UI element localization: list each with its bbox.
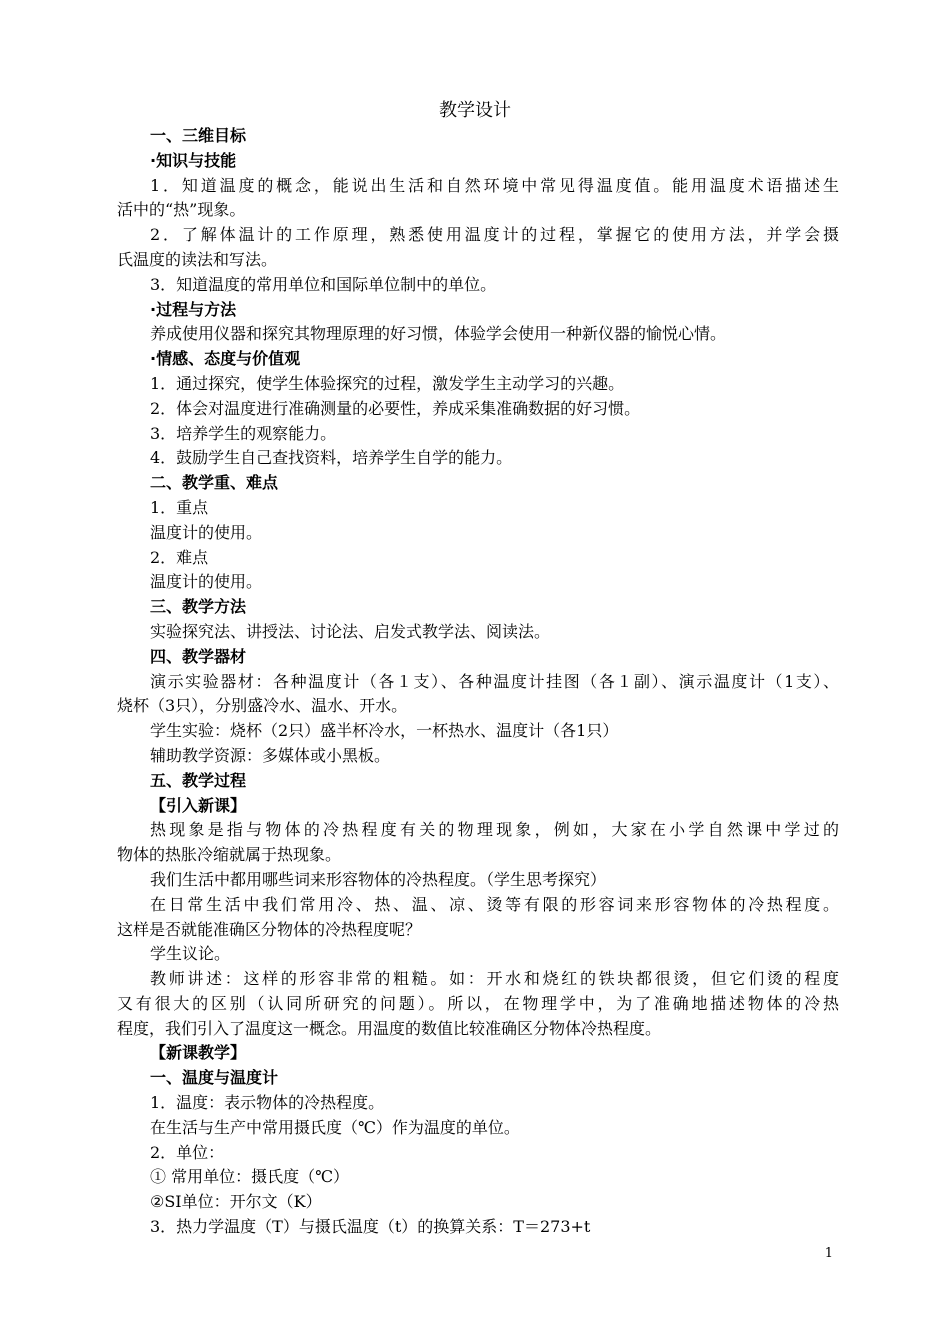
text-line: ②SI单位：开尔文（K） bbox=[150, 1192, 322, 1212]
section-heading: 一、温度与温度计 bbox=[150, 1068, 279, 1088]
text-line: 2．单位： bbox=[150, 1142, 225, 1162]
text-line: 教师讲述：这样的形容非常的粗糙。如：开水和烧红的铁块都很烫，但它们烫的程度 bbox=[150, 969, 839, 989]
text-line: 3．知道温度的常用单位和国际单位制中的单位。 bbox=[150, 274, 497, 294]
document-title: 教学设计 bbox=[439, 100, 511, 121]
section-heading: 二、教学重、难点 bbox=[150, 473, 279, 493]
section-heading: ·情感、态度与价值观 bbox=[150, 349, 301, 369]
text-line: 在生活与生产中常用摄氏度（℃）作为温度的单位。 bbox=[150, 1117, 520, 1137]
text-line: 烧杯（3只），分别盛冷水、温水、开水。 bbox=[117, 696, 408, 716]
text-line: 1．重点 bbox=[150, 497, 209, 517]
text-line: 程度，我们引入了温度这一概念。用温度的数值比较准确区分物体冷热程度。 bbox=[117, 1018, 662, 1038]
text-line: 这样是否就能准确区分物体的冷热程度呢？ bbox=[117, 919, 422, 939]
text-line: 在日常生活中我们常用冷、热、温、凉、烫等有限的形容词来形容物体的冷热程度。 bbox=[150, 894, 839, 914]
text-line: 温度计的使用。 bbox=[150, 572, 263, 592]
text-line: 演示实验器材：各种温度计（各１支）、各种温度计挂图（各１副）、演示温度计（1支）、 bbox=[150, 671, 839, 691]
document-body bbox=[117, 124, 839, 1240]
text-line: 热现象是指与物体的冷热程度有关的物理现象，例如，大家在小学自然课中学过的 bbox=[150, 820, 839, 840]
text-line: 4．鼓励学生自己查找资料，培养学生自学的能力。 bbox=[150, 448, 513, 468]
text-line: 1．知道温度的概念，能说出生活和自然环境中常见得温度值。能用温度术语描述生 bbox=[150, 175, 839, 195]
section-heading: 一、三维目标 bbox=[150, 126, 247, 145]
section-heading: 三、教学方法 bbox=[150, 597, 247, 617]
text-line: 养成使用仪器和探究其物理原理的好习惯，体验学会使用一种新仪器的愉悦心情。 bbox=[150, 324, 727, 344]
text-line: 辅助教学资源：多媒体或小黑板。 bbox=[150, 745, 391, 765]
text-line: 2．难点 bbox=[150, 547, 209, 567]
text-line: 我们生活中都用哪些词来形容物体的冷热程度。（学生思考探究） bbox=[150, 869, 607, 889]
text-line: 又有很大的区别（认同所研究的问题）。所以，在物理学中，为了准确地描述物体的冷热 bbox=[117, 993, 839, 1013]
text-line: 1．通过探究，使学生体验探究的过程，激发学生主动学习的兴趣。 bbox=[150, 373, 625, 393]
text-line: 活中的“热”现象。 bbox=[117, 200, 246, 220]
text-line: 温度计的使用。 bbox=[150, 522, 263, 542]
text-line: 氏温度的读法和写法。 bbox=[117, 249, 278, 269]
section-heading: 四、教学器材 bbox=[150, 646, 247, 666]
text-line: 1．温度：表示物体的冷热程度。 bbox=[150, 1093, 385, 1113]
section-heading: 【引入新课】 bbox=[150, 795, 247, 815]
text-line: 物体的热胀冷缩就属于热现象。 bbox=[117, 845, 342, 865]
page-number: 1 bbox=[824, 1246, 833, 1261]
section-heading: ·知识与技能 bbox=[150, 150, 237, 170]
text-line: 2．了解体温计的工作原理，熟悉使用温度计的过程，掌握它的使用方法，并学会摄 bbox=[150, 225, 839, 245]
text-line: 学生实验：烧杯（2只）盛半杯冷水，一杯热水、温度计（各1只） bbox=[150, 721, 619, 741]
text-line: 3．培养学生的观察能力。 bbox=[150, 423, 337, 443]
text-line: 2．体会对温度进行准确测量的必要性，养成采集准确数据的好习惯。 bbox=[150, 398, 641, 418]
text-line: 实验探究法、讲授法、讨论法、启发式教学法、阅读法。 bbox=[150, 621, 551, 641]
text-line: 3．热力学温度（T）与摄氏温度（t）的换算关系：T＝273+t bbox=[150, 1217, 591, 1237]
text-line: ① 常用单位：摄氏度（℃） bbox=[150, 1167, 349, 1187]
section-heading: ·过程与方法 bbox=[150, 299, 237, 319]
section-heading: 【新课教学】 bbox=[150, 1043, 247, 1063]
section-heading: 五、教学过程 bbox=[150, 770, 247, 790]
text-line: 学生议论。 bbox=[150, 944, 231, 964]
